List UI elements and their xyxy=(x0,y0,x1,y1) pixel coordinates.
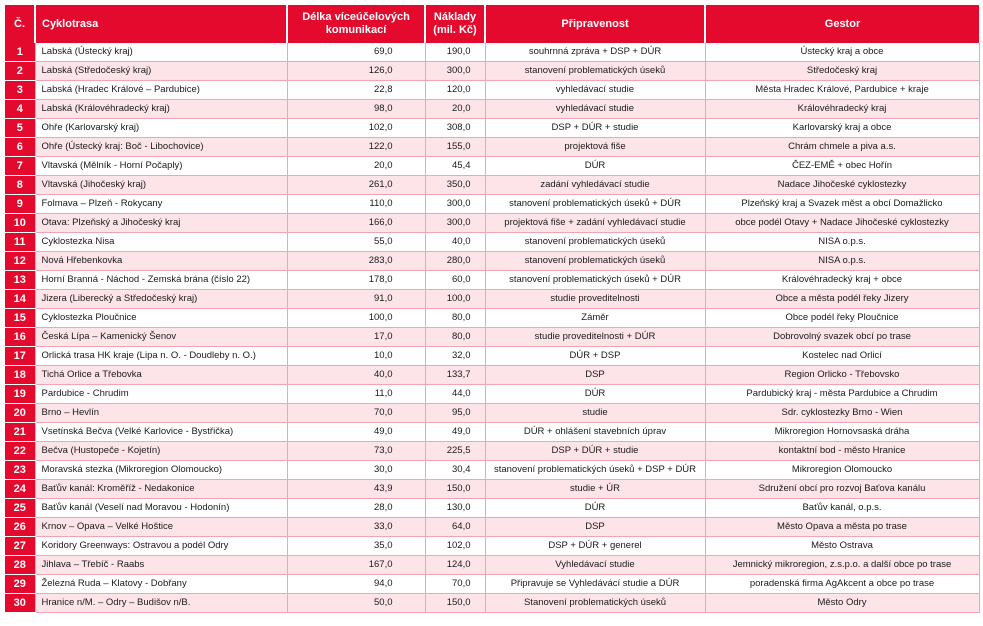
table-row xyxy=(5,214,979,233)
header-gestor: Gestor xyxy=(705,5,979,43)
route-cost: 190,0 xyxy=(425,43,485,62)
row-number: 3 xyxy=(5,81,35,100)
route-gestor: kontaktní bod - město Hranice xyxy=(705,442,979,461)
route-preparedness: DÚR xyxy=(485,385,705,404)
table-row xyxy=(5,594,979,613)
row-number: 19 xyxy=(5,385,35,404)
route-cost: 150,0 xyxy=(425,594,485,613)
route-preparedness: DSP xyxy=(485,518,705,537)
route-name: Moravská stezka (Mikroregion Olomoucko) xyxy=(35,461,287,480)
route-length: 40,0 xyxy=(287,366,425,385)
route-gestor: Baťův kanál, o.p.s. xyxy=(705,499,979,518)
route-cost: 300,0 xyxy=(425,214,485,233)
route-gestor: Jemnický mikroregion, z.s.p.o. a další obce po trase xyxy=(705,556,979,575)
header-length: Délka víceúčelových komunikací xyxy=(287,5,425,43)
route-length: 28,0 xyxy=(287,499,425,518)
route-preparedness: studie proveditelnosti xyxy=(485,290,705,309)
route-cost: 32,0 xyxy=(425,347,485,366)
route-gestor: Města Hradec Králové, Pardubice + kraje xyxy=(705,81,979,100)
table-row xyxy=(5,404,979,423)
route-gestor: Nadace Jihočeské cyklostezky xyxy=(705,176,979,195)
route-cost: 100,0 xyxy=(425,290,485,309)
route-cost: 44,0 xyxy=(425,385,485,404)
route-name: Labská (Středočeský kraj) xyxy=(35,62,287,81)
table-row xyxy=(5,176,979,195)
route-length: 261,0 xyxy=(287,176,425,195)
route-name: Vltavská (Mělník - Horní Počaply) xyxy=(35,157,287,176)
row-number: 9 xyxy=(5,195,35,214)
route-cost: 133,7 xyxy=(425,366,485,385)
table-row xyxy=(5,119,979,138)
route-cost: 80,0 xyxy=(425,328,485,347)
row-number: 13 xyxy=(5,271,35,290)
header-preparedness: Připravenost xyxy=(485,5,705,43)
row-number: 22 xyxy=(5,442,35,461)
row-number: 12 xyxy=(5,252,35,271)
route-gestor: Dobrovolný svazek obcí po trase xyxy=(705,328,979,347)
route-preparedness: Stanovení problematických úseků xyxy=(485,594,705,613)
route-length: 69,0 xyxy=(287,43,425,62)
route-length: 73,0 xyxy=(287,442,425,461)
route-gestor: Chrám chmele a piva a.s. xyxy=(705,138,979,157)
route-name: Jizera (Liberecký a Středočeský kraj) xyxy=(35,290,287,309)
route-cost: 70,0 xyxy=(425,575,485,594)
row-number: 27 xyxy=(5,537,35,556)
table-row xyxy=(5,347,979,366)
table-body xyxy=(5,43,979,613)
route-preparedness: souhrnná zpráva + DSP + DÚR xyxy=(485,43,705,62)
route-cost: 350,0 xyxy=(425,176,485,195)
table-row xyxy=(5,328,979,347)
route-preparedness: Vyhledávací studie xyxy=(485,556,705,575)
route-preparedness: DSP + DÚR + studie xyxy=(485,442,705,461)
route-preparedness: vyhledávací studie xyxy=(485,100,705,119)
row-number: 28 xyxy=(5,556,35,575)
route-name: Tichá Orlice a Třebovka xyxy=(35,366,287,385)
table-row xyxy=(5,157,979,176)
route-name: Baťův kanál (Veselí nad Moravou - Hodonín) xyxy=(35,499,287,518)
route-gestor: Kostelec nad Orlicí xyxy=(705,347,979,366)
route-gestor: obce podél Otavy + Nadace Jihočeské cyklostezky xyxy=(705,214,979,233)
table-row xyxy=(5,537,979,556)
route-gestor: Mikroregion Hornovsaská dráha xyxy=(705,423,979,442)
row-number: 25 xyxy=(5,499,35,518)
row-number: 24 xyxy=(5,480,35,499)
route-preparedness: stanovení problematických úseků + DÚR xyxy=(485,271,705,290)
route-name: Cyklostezka Nisa xyxy=(35,233,287,252)
header-number: Č. xyxy=(5,5,35,43)
row-number: 26 xyxy=(5,518,35,537)
route-name: Bečva (Hustopeče - Kojetín) xyxy=(35,442,287,461)
route-gestor: poradenská firma AgAkcent a obce po trase xyxy=(705,575,979,594)
route-preparedness: DÚR + DSP xyxy=(485,347,705,366)
row-number: 15 xyxy=(5,309,35,328)
route-gestor: NISA o.p.s. xyxy=(705,233,979,252)
route-length: 98,0 xyxy=(287,100,425,119)
route-length: 50,0 xyxy=(287,594,425,613)
cycle-routes-table xyxy=(5,5,980,613)
route-name: Cyklostezka Ploučnice xyxy=(35,309,287,328)
route-preparedness: stanovení problematických úseků xyxy=(485,233,705,252)
route-preparedness: DÚR + ohlášení stavebních úprav xyxy=(485,423,705,442)
route-name: Otava: Plzeňský a Jihočeský kraj xyxy=(35,214,287,233)
route-cost: 155,0 xyxy=(425,138,485,157)
table-row xyxy=(5,366,979,385)
route-gestor: NISA o.p.s. xyxy=(705,252,979,271)
route-cost: 60,0 xyxy=(425,271,485,290)
route-name: Koridory Greenways: Ostravou a podél Odry xyxy=(35,537,287,556)
table-row xyxy=(5,100,979,119)
route-cost: 308,0 xyxy=(425,119,485,138)
route-cost: 102,0 xyxy=(425,537,485,556)
route-preparedness: studie xyxy=(485,404,705,423)
route-length: 94,0 xyxy=(287,575,425,594)
route-name: Pardubice - Chrudim xyxy=(35,385,287,404)
route-cost: 225,5 xyxy=(425,442,485,461)
route-length: 11,0 xyxy=(287,385,425,404)
table-row xyxy=(5,309,979,328)
route-length: 43,9 xyxy=(287,480,425,499)
route-preparedness: vyhledávací studie xyxy=(485,81,705,100)
route-preparedness: Připravuje se Vyhledávácí studie a DÚR xyxy=(485,575,705,594)
route-length: 49,0 xyxy=(287,423,425,442)
row-number: 2 xyxy=(5,62,35,81)
route-preparedness: DSP + DÚR + studie xyxy=(485,119,705,138)
route-name: Česká Lípa – Kamenický Šenov xyxy=(35,328,287,347)
table-row xyxy=(5,271,979,290)
route-gestor: Královéhradecký kraj + obce xyxy=(705,271,979,290)
route-length: 55,0 xyxy=(287,233,425,252)
route-length: 20,0 xyxy=(287,157,425,176)
route-name: Vsetínská Bečva (Velké Karlovice - Bystřička) xyxy=(35,423,287,442)
row-number: 30 xyxy=(5,594,35,613)
route-gestor: Sdružení obcí pro rozvoj Baťova kanálu xyxy=(705,480,979,499)
table-row xyxy=(5,43,979,62)
table-row xyxy=(5,575,979,594)
route-name: Labská (Hradec Králové – Pardubice) xyxy=(35,81,287,100)
route-gestor: Pardubický kraj - města Pardubice a Chrudim xyxy=(705,385,979,404)
route-length: 166,0 xyxy=(287,214,425,233)
route-gestor: Obce podél řeky Ploučnice xyxy=(705,309,979,328)
route-name: Vltavská (Jihočeský kraj) xyxy=(35,176,287,195)
route-length: 283,0 xyxy=(287,252,425,271)
route-cost: 64,0 xyxy=(425,518,485,537)
route-preparedness: zadání vyhledávací studie xyxy=(485,176,705,195)
route-gestor: Město Opava a města po trase xyxy=(705,518,979,537)
route-gestor: Sdr. cyklostezky Brno - Wien xyxy=(705,404,979,423)
route-preparedness: stanovení problematických úseků xyxy=(485,62,705,81)
route-length: 102,0 xyxy=(287,119,425,138)
route-length: 110,0 xyxy=(287,195,425,214)
route-gestor: Mikroregion Olomoucko xyxy=(705,461,979,480)
table-row xyxy=(5,252,979,271)
table-row xyxy=(5,195,979,214)
route-cost: 45,4 xyxy=(425,157,485,176)
route-cost: 300,0 xyxy=(425,62,485,81)
route-preparedness: projektová fiše + zadání vyhledávací studie xyxy=(485,214,705,233)
row-number: 16 xyxy=(5,328,35,347)
route-cost: 80,0 xyxy=(425,309,485,328)
route-gestor: Ústecký kraj a obce xyxy=(705,43,979,62)
route-name: Baťův kanál: Kroměříž - Nedakonice xyxy=(35,480,287,499)
route-name: Horní Branná - Náchod - Zemská brána (číslo 22) xyxy=(35,271,287,290)
route-name: Nová Hřebenkovka xyxy=(35,252,287,271)
table-header xyxy=(5,5,979,43)
table-row xyxy=(5,423,979,442)
route-preparedness: studie + ÚR xyxy=(485,480,705,499)
route-preparedness: DÚR xyxy=(485,157,705,176)
row-number: 10 xyxy=(5,214,35,233)
cycle-routes-table-container xyxy=(5,5,979,613)
header-row xyxy=(5,5,979,43)
route-gestor: Obce a města podél řeky Jizery xyxy=(705,290,979,309)
table-row xyxy=(5,81,979,100)
route-gestor: Plzeňský kraj a Svazek měst a obcí Domažlicko xyxy=(705,195,979,214)
route-gestor: ČEZ-EMĚ + obec Hořín xyxy=(705,157,979,176)
route-length: 10,0 xyxy=(287,347,425,366)
route-name: Orlická trasa HK kraje (Lipa n. O. - Doudleby n. O.) xyxy=(35,347,287,366)
row-number: 21 xyxy=(5,423,35,442)
route-cost: 280,0 xyxy=(425,252,485,271)
route-preparedness: studie proveditelnosti + DÚR xyxy=(485,328,705,347)
row-number: 17 xyxy=(5,347,35,366)
row-number: 5 xyxy=(5,119,35,138)
route-name: Labská (Královéhradecký kraj) xyxy=(35,100,287,119)
route-preparedness: DSP xyxy=(485,366,705,385)
route-length: 126,0 xyxy=(287,62,425,81)
route-preparedness: stanovení problematických úseků xyxy=(485,252,705,271)
route-name: Folmava – Plzeň - Rokycany xyxy=(35,195,287,214)
row-number: 1 xyxy=(5,43,35,62)
route-cost: 40,0 xyxy=(425,233,485,252)
table-row xyxy=(5,290,979,309)
route-cost: 300,0 xyxy=(425,195,485,214)
header-route: Cyklotrasa xyxy=(35,5,287,43)
route-length: 30,0 xyxy=(287,461,425,480)
route-cost: 130,0 xyxy=(425,499,485,518)
route-name: Železná Ruda – Klatovy - Dobřany xyxy=(35,575,287,594)
route-cost: 120,0 xyxy=(425,81,485,100)
route-cost: 150,0 xyxy=(425,480,485,499)
row-number: 6 xyxy=(5,138,35,157)
route-length: 33,0 xyxy=(287,518,425,537)
route-name: Ohře (Ústecký kraj: Boč - Libochovice) xyxy=(35,138,287,157)
route-preparedness: DSP + DÚR + generel xyxy=(485,537,705,556)
table-row xyxy=(5,442,979,461)
table-row xyxy=(5,480,979,499)
row-number: 29 xyxy=(5,575,35,594)
route-cost: 30,4 xyxy=(425,461,485,480)
row-number: 18 xyxy=(5,366,35,385)
table-row xyxy=(5,556,979,575)
route-length: 91,0 xyxy=(287,290,425,309)
route-length: 17,0 xyxy=(287,328,425,347)
route-preparedness: Záměr xyxy=(485,309,705,328)
route-name: Krnov – Opava – Velké Hoštice xyxy=(35,518,287,537)
route-cost: 49,0 xyxy=(425,423,485,442)
route-length: 22,8 xyxy=(287,81,425,100)
route-name: Hranice n/M. – Odry – Budišov n/B. xyxy=(35,594,287,613)
route-length: 178,0 xyxy=(287,271,425,290)
route-name: Jihlava – Třebíč - Raabs xyxy=(35,556,287,575)
route-name: Labská (Ústecký kraj) xyxy=(35,43,287,62)
table-row xyxy=(5,499,979,518)
route-name: Ohře (Karlovarský kraj) xyxy=(35,119,287,138)
route-length: 122,0 xyxy=(287,138,425,157)
route-gestor: Region Orlicko - Třebovsko xyxy=(705,366,979,385)
route-preparedness: DÚR xyxy=(485,499,705,518)
row-number: 14 xyxy=(5,290,35,309)
route-preparedness: stanovení problematických úseků + DSP + DÚR xyxy=(485,461,705,480)
row-number: 23 xyxy=(5,461,35,480)
route-cost: 20,0 xyxy=(425,100,485,119)
row-number: 11 xyxy=(5,233,35,252)
route-length: 100,0 xyxy=(287,309,425,328)
route-name: Brno – Hevlín xyxy=(35,404,287,423)
route-gestor: Město Odry xyxy=(705,594,979,613)
route-length: 167,0 xyxy=(287,556,425,575)
table-row xyxy=(5,62,979,81)
route-preparedness: projektová fiše xyxy=(485,138,705,157)
table-row xyxy=(5,518,979,537)
route-length: 70,0 xyxy=(287,404,425,423)
route-gestor: Karlovarský kraj a obce xyxy=(705,119,979,138)
table-row xyxy=(5,233,979,252)
header-cost: Náklady (mil. Kč) xyxy=(425,5,485,43)
row-number: 20 xyxy=(5,404,35,423)
route-gestor: Město Ostrava xyxy=(705,537,979,556)
route-length: 35,0 xyxy=(287,537,425,556)
route-gestor: Královéhradecký kraj xyxy=(705,100,979,119)
row-number: 7 xyxy=(5,157,35,176)
route-gestor: Středočeský kraj xyxy=(705,62,979,81)
route-cost: 124,0 xyxy=(425,556,485,575)
table-row xyxy=(5,138,979,157)
row-number: 4 xyxy=(5,100,35,119)
route-cost: 95,0 xyxy=(425,404,485,423)
table-row xyxy=(5,461,979,480)
row-number: 8 xyxy=(5,176,35,195)
route-preparedness: stanovení problematických úseků + DÚR xyxy=(485,195,705,214)
table-row xyxy=(5,385,979,404)
